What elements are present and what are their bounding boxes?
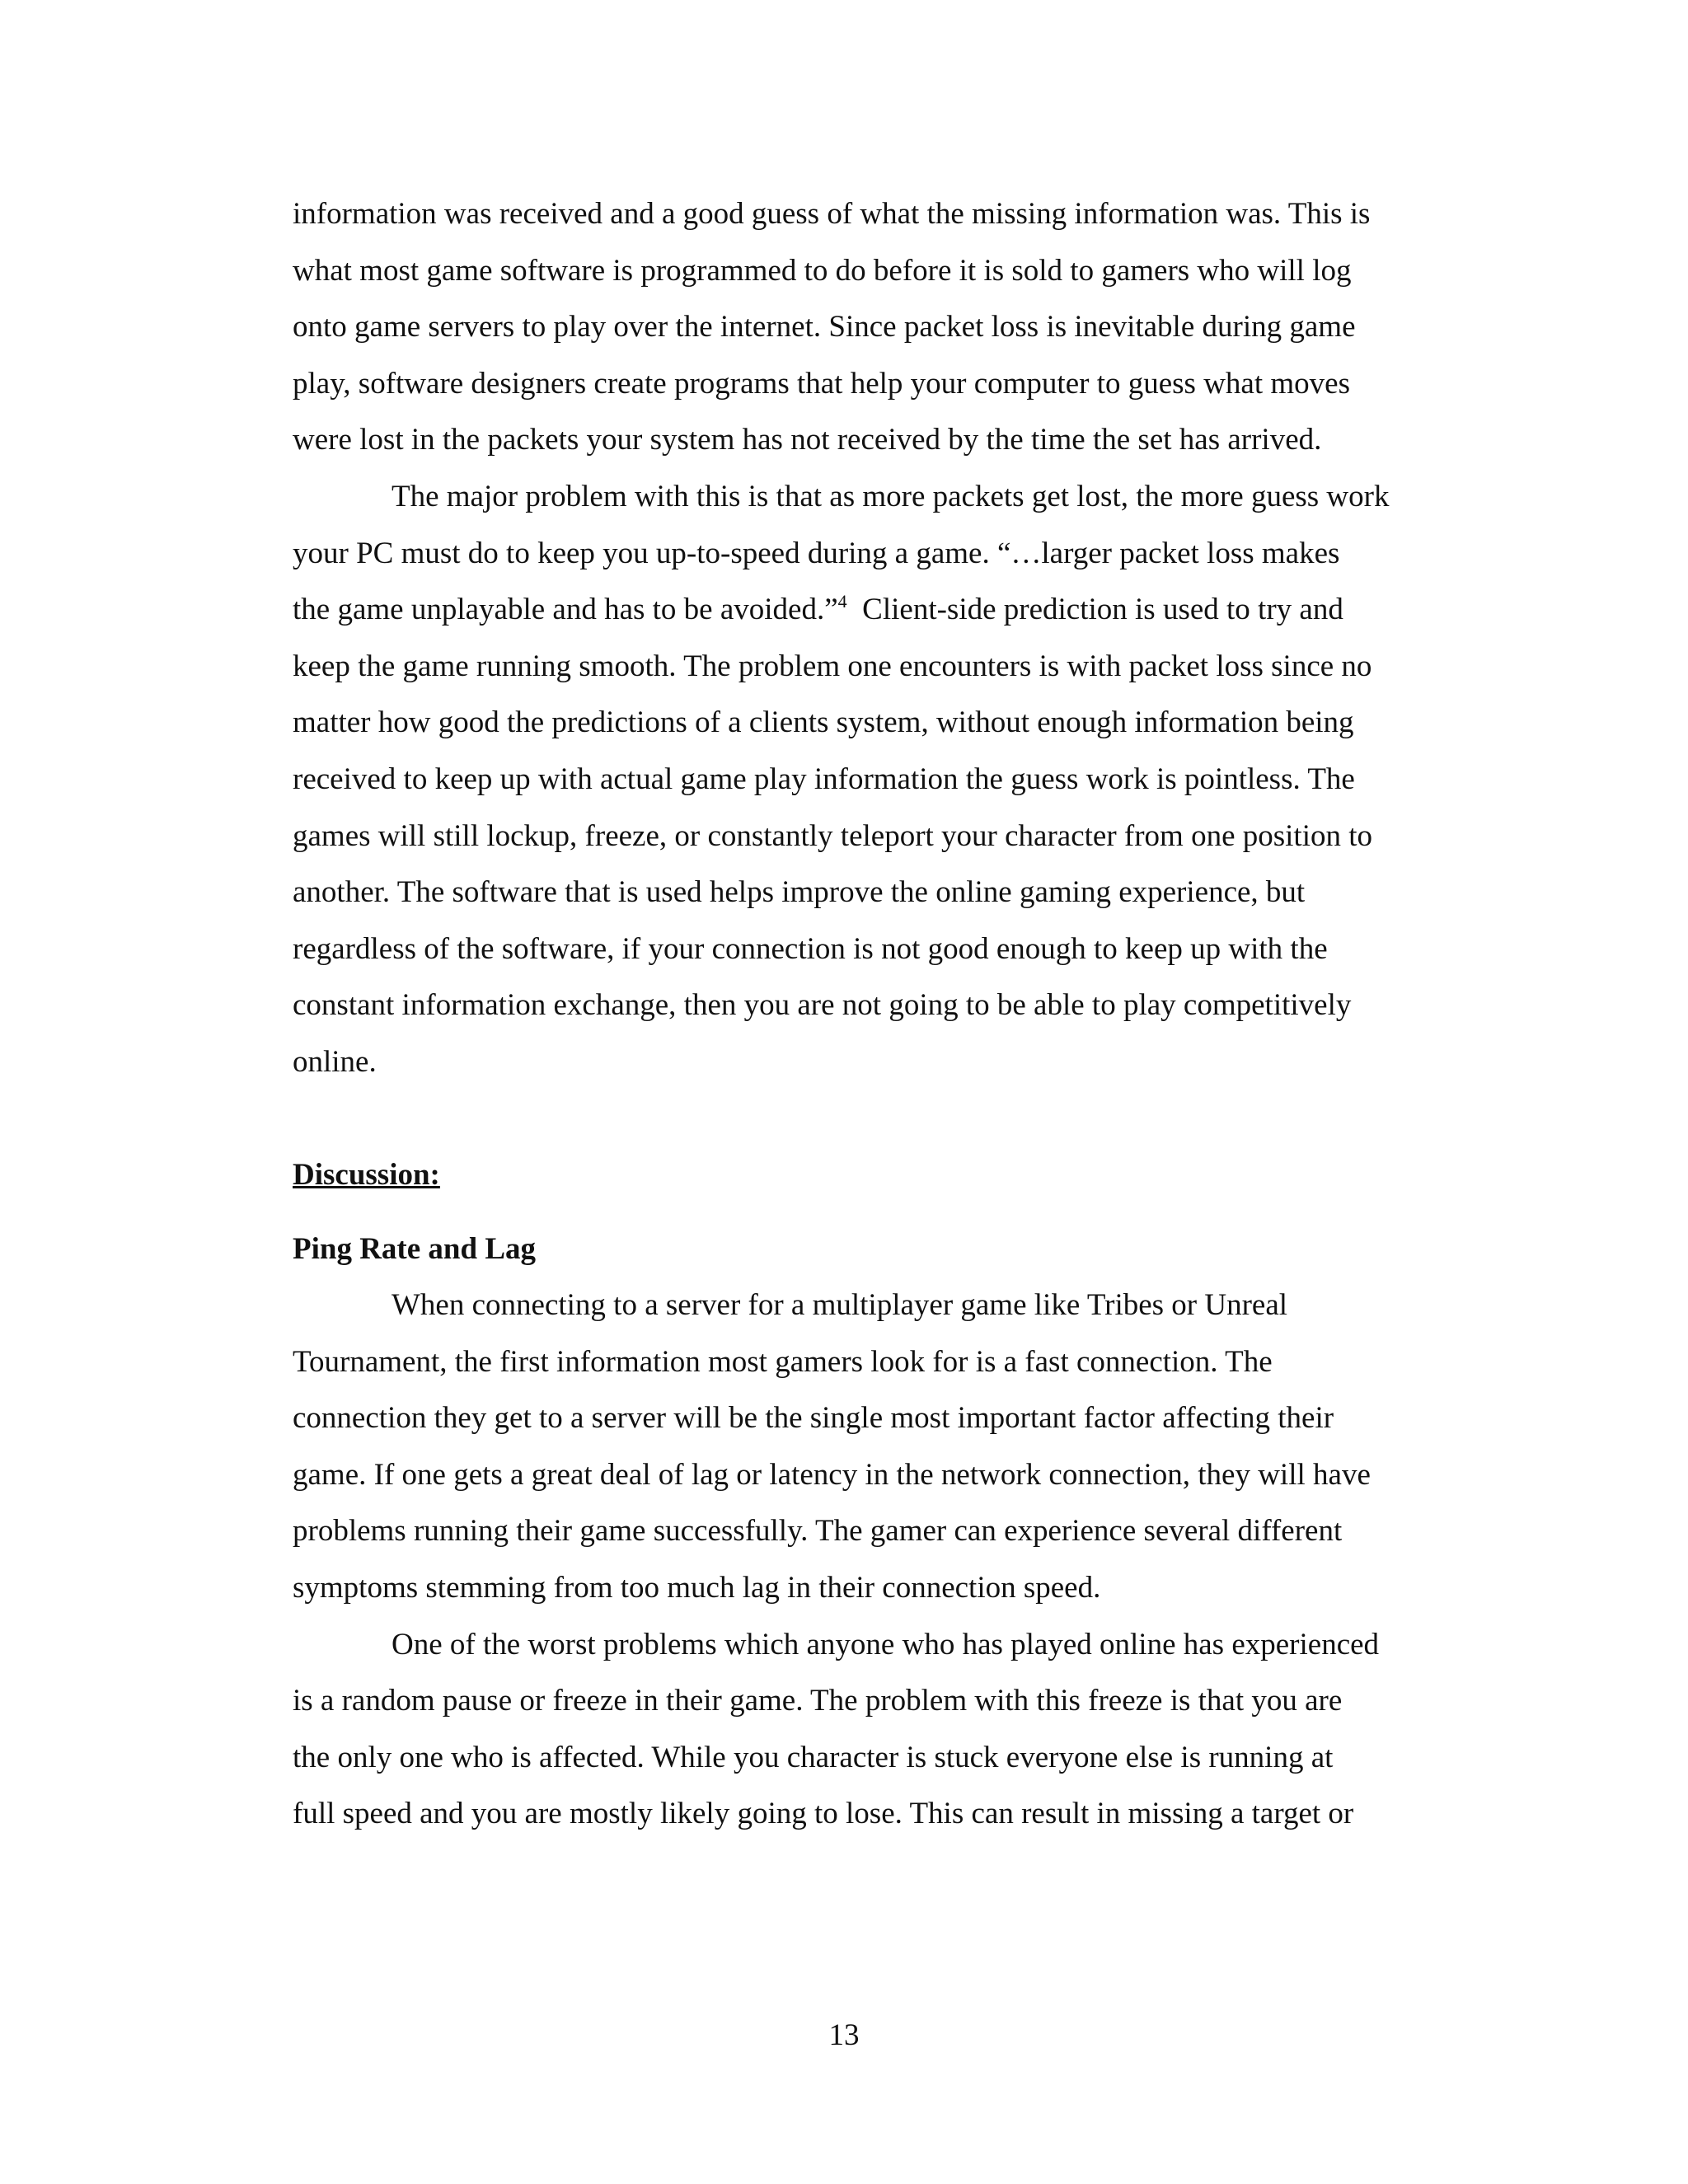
text-line: full speed and you are mostly likely going to lose. This can result in missing a target or [293, 1797, 1354, 1831]
section-heading-discussion: Discussion: [293, 1158, 440, 1192]
text-line: connection they get to a server will be the single most important factor affecting their [293, 1401, 1334, 1436]
text-line: keep the game running smooth. The problem one encounters is with packet loss since no [293, 649, 1372, 683]
body-text-bottom [293, 1277, 1463, 1843]
text-segment: the game unplayable and has to be avoided.” [293, 593, 838, 627]
text-line: another. The software that is used helps improve the online gaming experience, but [293, 875, 1306, 910]
text-line-with-footnote [293, 582, 1463, 639]
text-line: received to keep up with actual game play information the guess work is pointless. The [293, 762, 1355, 796]
text-line: matter how good the predictions of a clients system, without enough information being [293, 705, 1354, 740]
text-line: is a random pause or freeze in their game. The problem with this freeze is that you are [293, 1684, 1343, 1718]
body-text-top [293, 186, 1463, 1091]
text-line: The major problem with this is that as more packets get lost, the more guess work [392, 479, 1390, 513]
text-line: constant information exchange, then you are not going to be able to play competitively [293, 988, 1352, 1023]
text-line: information was received and a good guess of what the missing information was. This is [293, 197, 1371, 231]
text-line: When connecting to a server for a multiplayer game like Tribes or Unreal [392, 1288, 1288, 1322]
text-line: regardless of the software, if your connection is not good enough to keep up with the [293, 931, 1328, 966]
footnote-marker: 4 [837, 591, 847, 612]
text-line: your PC must do to keep you up-to-speed during a game. “…larger packet loss makes [293, 536, 1340, 570]
text-line: what most game software is programmed to do before it is sold to gamers who will log [293, 253, 1352, 288]
text-line: symptoms stemming from too much lag in their connection speed. [293, 1570, 1101, 1605]
page-number: 13 [828, 2018, 860, 2052]
text-line: play, software designers create programs that help your computer to guess what moves [293, 366, 1350, 401]
subsection-heading-ping-rate: Ping Rate and Lag [293, 1232, 537, 1266]
text-line: One of the worst problems which anyone who has played online has experienced [392, 1627, 1380, 1661]
text-line: online. [293, 1044, 377, 1079]
text-line: the only one who is affected. While you character is stuck everyone else is running at [293, 1740, 1334, 1774]
text-line: problems running their game successfully. The gamer can experience several different [293, 1514, 1343, 1549]
text-line: were lost in the packets your system has not received by the time the set has arrived. [293, 423, 1322, 457]
text-line: games will still lockup, freeze, or constantly teleport your character from one position to [293, 818, 1373, 853]
text-line: onto game servers to play over the internet. Since packet loss is inevitable during game [293, 310, 1356, 344]
text-line: Tournament, the first information most gamers look for is a fast connection. The [293, 1344, 1273, 1379]
text-line: game. If one gets a great deal of lag or latency in the network connection, they will have [293, 1457, 1371, 1492]
text-segment: Client-side prediction is used to try and [846, 593, 1343, 627]
